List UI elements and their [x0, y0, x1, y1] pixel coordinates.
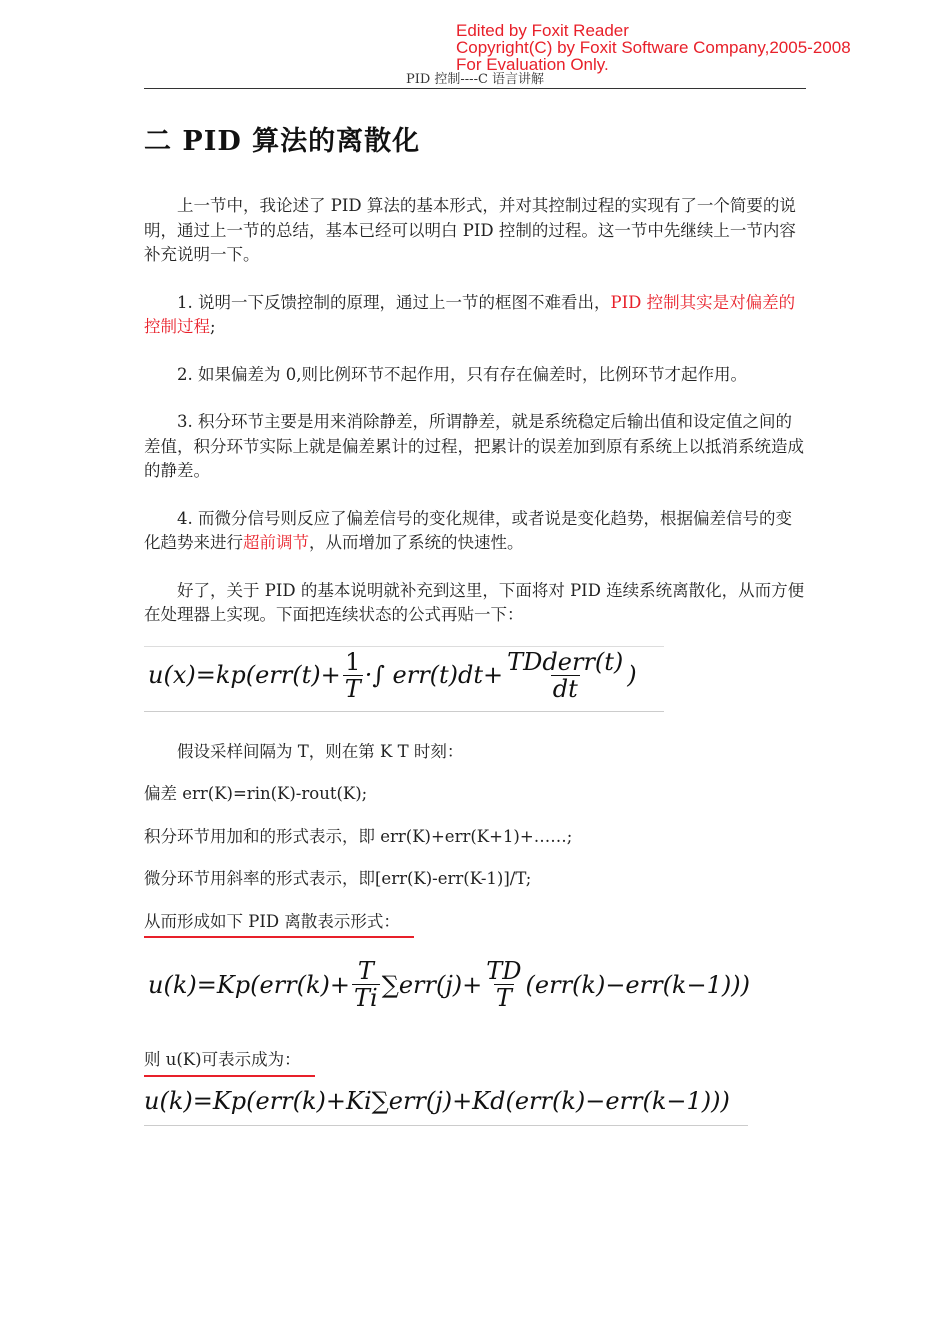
- formula-1-frac1-den: T: [344, 674, 361, 703]
- watermark-line-1: Edited by Foxit Reader: [456, 21, 629, 40]
- point-4-highlight: 超前调节: [243, 533, 309, 552]
- final-pid-formula: [144, 1083, 748, 1126]
- formula-1-mid: ·∫ err(t)dt+: [364, 661, 504, 689]
- point-3-paragraph: 3. 积分环节主要是用来消除静差，所谓静差，就是系统稳定后输出值和设定值之间的差值，积分环节实际上就是偏差累计的过程，把累计的误差加到原有系统上以抵消系统造成的静差。: [144, 412, 804, 480]
- point-4-tail: ，从而增加了系统的快速性。: [309, 533, 524, 552]
- point-1-highlight: PID 控制其实是对偏差的控制过程: [144, 292, 796, 336]
- point-2-paragraph: 2. 如果偏差为 0,则比例环节不起作用，只有存在偏差时，比例环节才起作用。: [177, 364, 747, 384]
- formula-1-fraction-2: [505, 649, 625, 702]
- point-1-tail: ;: [210, 317, 216, 336]
- point-1-paragraph: [144, 291, 806, 340]
- derivative-definition: 微分环节用斜率的形式表示，即[err(K)-err(K-1)]/T;: [144, 869, 532, 888]
- uk-lead-text: 则 u(K)可表示成为：: [144, 1048, 301, 1073]
- intro-paragraph: 上一节中，我论述了 PID 算法的基本形式，并对其控制过程的实现有了一个简要的说明，通过上一节的总结，基本已经可以明白 PID 控制的过程。这一节中先继续上一节内容补充说明一下。: [144, 196, 796, 264]
- point-1-lead: 1. 说明一下反馈控制的原理，通过上一节的框图不难看出，: [177, 292, 611, 312]
- formula-2-lhs: u(k)=Kp(err(k)+: [148, 970, 351, 999]
- evaluation-watermark: [456, 22, 851, 73]
- point-4-lead: 4. 而微分信号则反应了偏差信号的变化规律，或者说是变化趋势，根据偏差信号的变化趋势来进行: [144, 508, 792, 552]
- formula-2-frac2-num: TD: [486, 957, 522, 985]
- discrete-lead-paragraph: [144, 910, 806, 935]
- formula-1-tail: ): [627, 661, 637, 689]
- watermark-line-2: Copyright(C) by Foxit Software Company,2005-2008: [456, 38, 851, 57]
- running-header: PID 控制----C 语言讲解: [405, 72, 545, 87]
- formula-2-fraction-2: [484, 958, 523, 1011]
- transition-paragraph: 好了，关于 PID 的基本说明就补充到这里，下面将对 PID 连续系统离散化，从而方便在处理器上实现。下面把连续状态的公式再贴一下：: [144, 580, 805, 624]
- sampling-paragraph: 假设采样间隔为 T，则在第 K T 时刻：: [177, 741, 464, 761]
- formula-2-frac2-den: T: [495, 984, 512, 1012]
- discrete-pid-formula: [144, 954, 784, 1026]
- formula-2-fraction-1: [352, 958, 380, 1011]
- formula-3-text: u(k)=Kp(err(k)+Ki∑err(j)+Kd(err(k)−err(k−1))): [144, 1086, 730, 1115]
- formula-2-mid: ∑err(j)+: [381, 970, 483, 999]
- point-4-paragraph: [144, 507, 806, 556]
- formula-2-tail: (err(k)−err(k−1))): [525, 970, 750, 999]
- formula-1-frac2-num: TDderr(t): [507, 647, 624, 676]
- formula-1-frac1-num: 1: [345, 647, 361, 676]
- discrete-lead-text: 从而形成如下 PID 离散表示形式：: [144, 910, 400, 935]
- formula-1-fraction-1: [343, 649, 363, 702]
- formula-2-frac1-den: Ti: [354, 984, 378, 1012]
- continuous-pid-formula: [144, 646, 664, 712]
- header-divider: [144, 88, 806, 89]
- uk-lead-paragraph: [144, 1048, 806, 1073]
- formula-2-frac1-num: T: [357, 957, 374, 985]
- section-title: 二 PID 算法的离散化: [144, 126, 421, 157]
- formula-1-lhs: u(x)=kp(err(t)+: [148, 661, 341, 689]
- error-definition: 偏差 err(K)=rin(K)-rout(K);: [144, 784, 368, 803]
- integral-definition: 积分环节用加和的形式表示，即 err(K)+err(K+1)+……;: [144, 826, 573, 846]
- watermark-line-3: For Evaluation Only.: [456, 55, 609, 74]
- formula-1-frac2-den: dt: [552, 674, 578, 703]
- page-body: [144, 120, 806, 1126]
